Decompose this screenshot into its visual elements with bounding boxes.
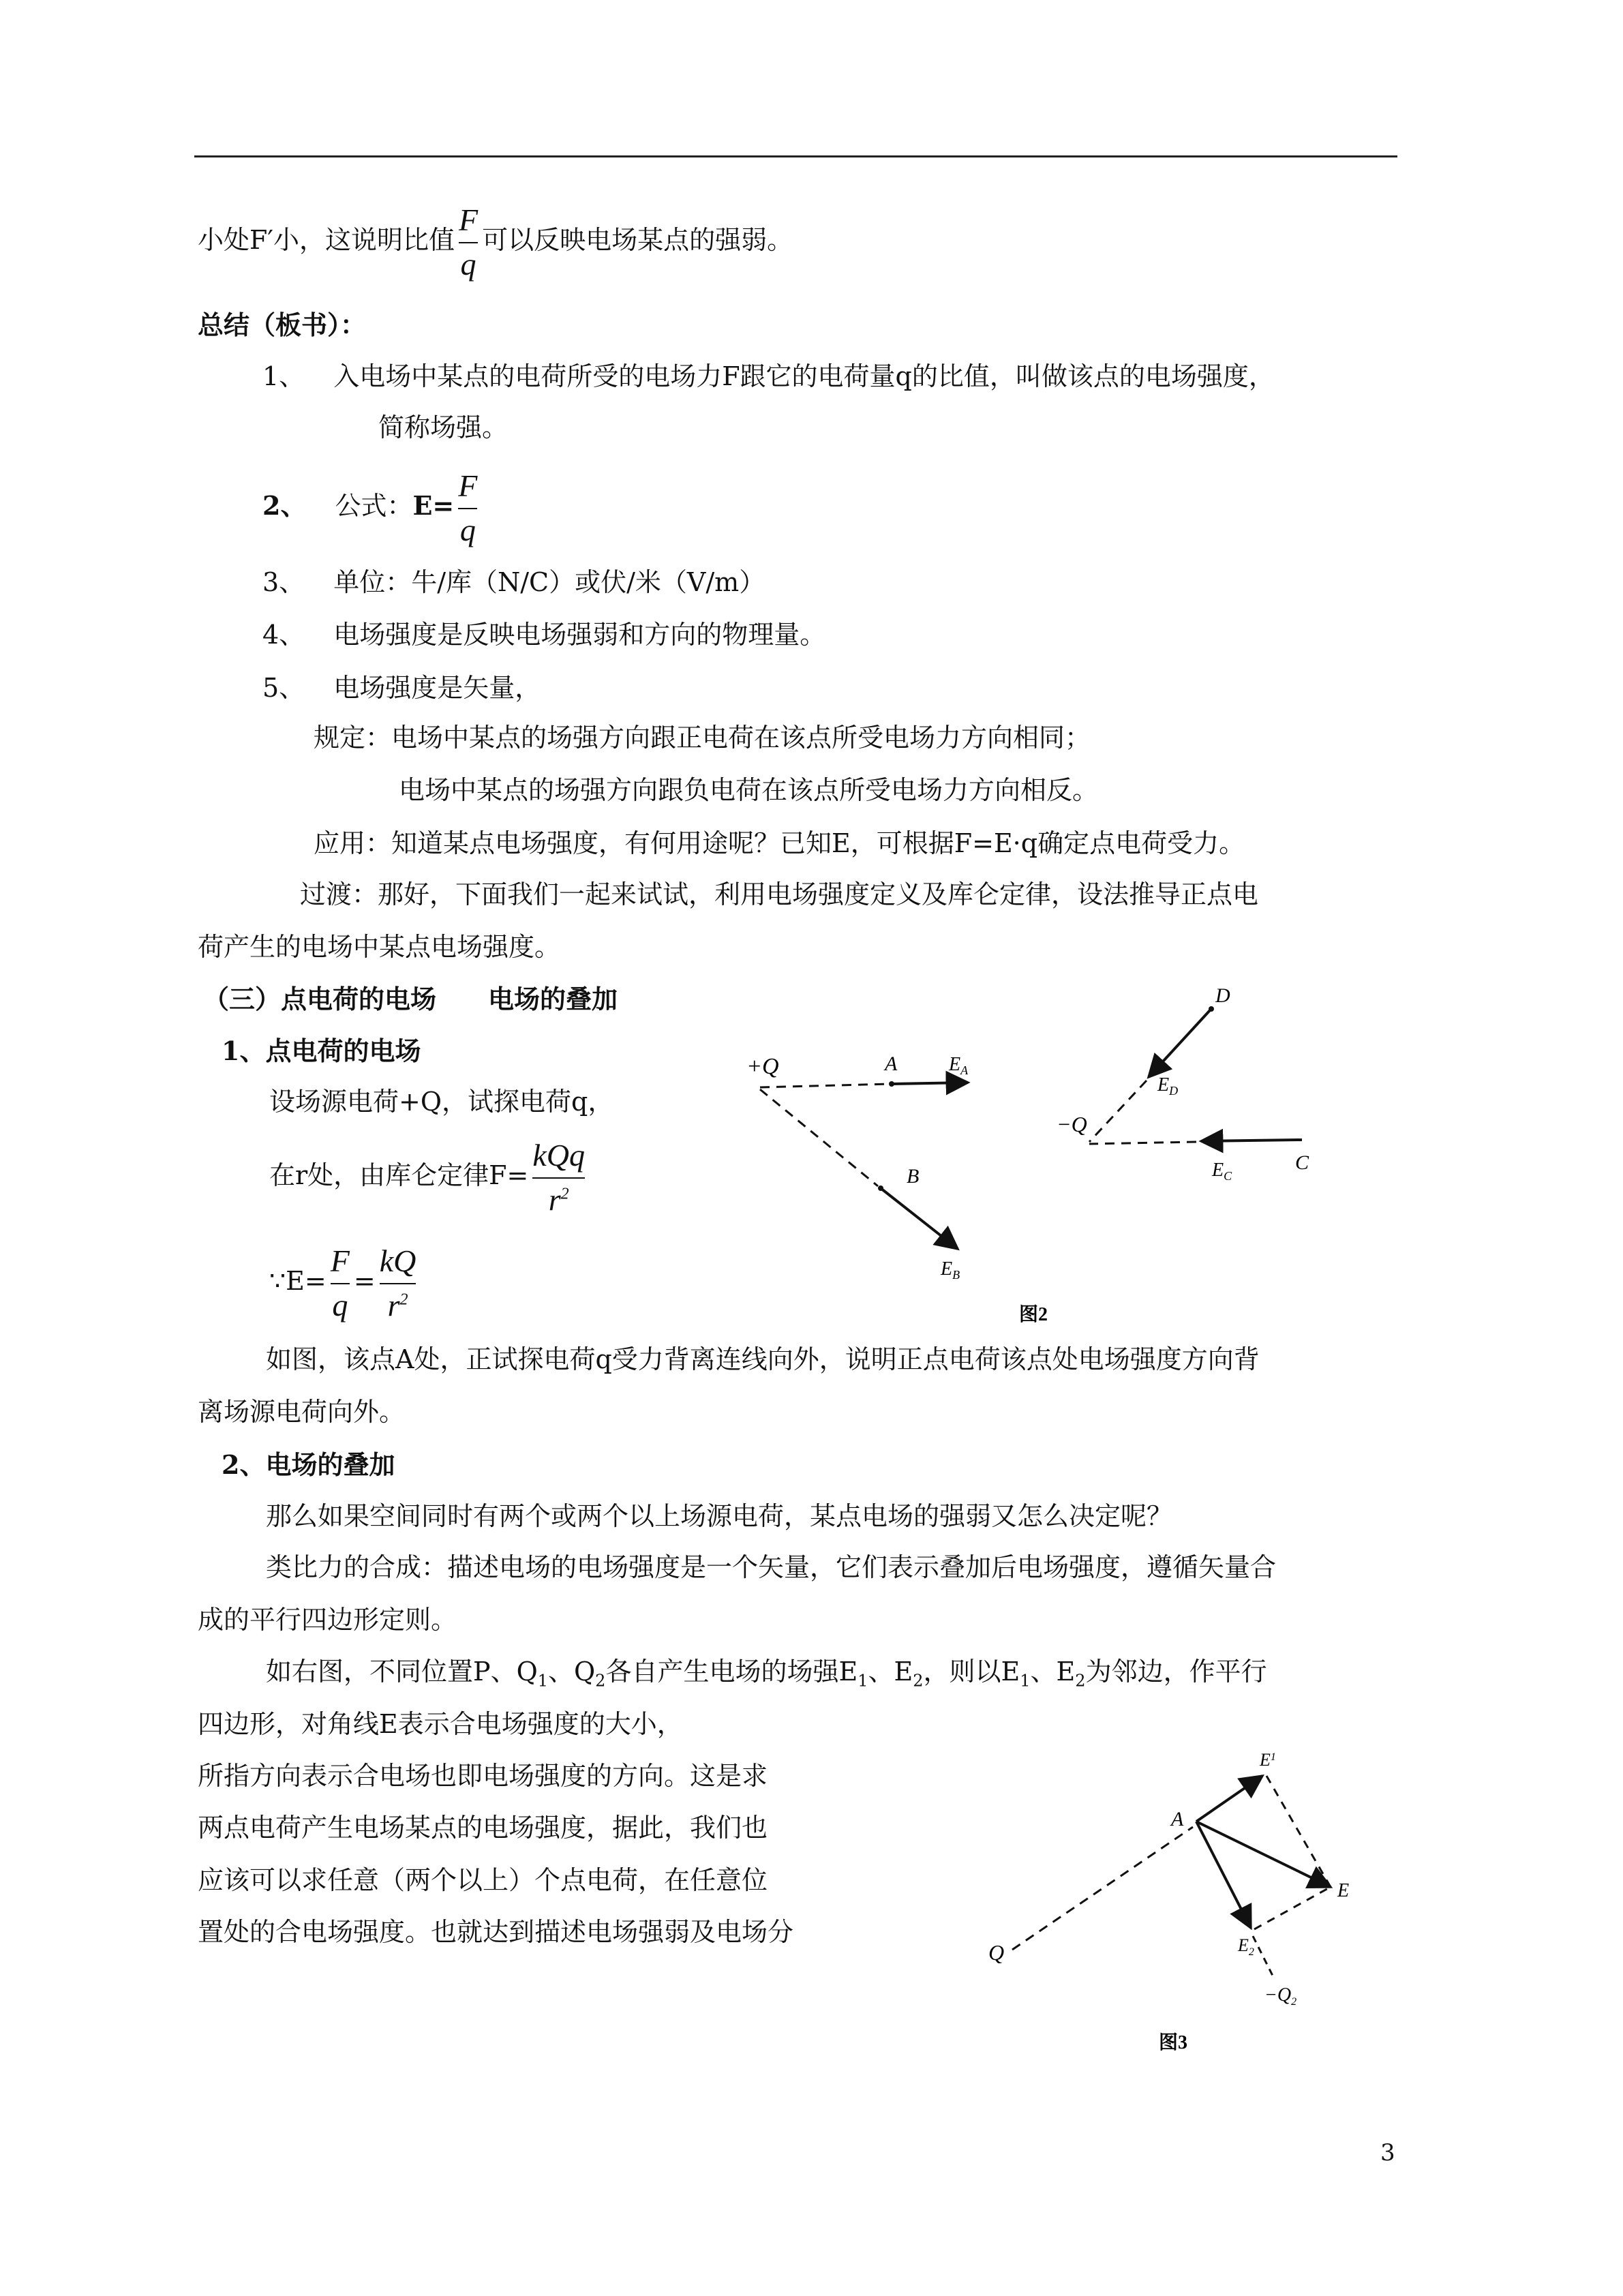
sub2-line-1: 那么如果空间同时有两个或两个以上场源电荷，某点电场的强弱又怎么决定呢？	[266, 1501, 1173, 1531]
label-ec: $E_C$	[1212, 1160, 1232, 1183]
vector-ed	[1149, 1010, 1210, 1077]
dashed-line-qb	[760, 1089, 878, 1186]
vector-eb	[881, 1188, 958, 1249]
dashed-line-qa	[760, 1084, 890, 1087]
figure-3	[968, 1745, 1391, 2066]
sub2-rest-3: 应该可以求任意（两个以上）个点电荷，在任意位	[198, 1865, 768, 1895]
label-ed: $E_D$	[1157, 1074, 1179, 1098]
subsection-1-title: 1、点电荷的电场	[222, 1036, 421, 1066]
dashed-a-q2	[1253, 1936, 1273, 1977]
label-eb: $E_B$	[941, 1258, 960, 1282]
application-line: 应用：知道某点电场强度，有何用途呢？已知E，可根据F=E·q确定点电荷受力。	[314, 828, 1245, 858]
intro-text-end: 可以反映电场某点的强弱。	[482, 225, 793, 256]
sub2-line-3: 成的平行四边形定则。	[198, 1605, 457, 1635]
sub2-rest-4: 置处的合电场强度。也就达到描述电场强弱及电场分	[198, 1917, 794, 1947]
coulomb-fraction: $\frac{\text{kQq}}{r^2}$	[532, 1138, 586, 1217]
label-c: C	[1295, 1151, 1309, 1174]
label-e: E	[1337, 1880, 1350, 1901]
subsection-2-title: 2、电场的叠加	[222, 1449, 395, 1480]
transition-line-1: 过渡：那好，下面我们一起来试试，利用电场强度定义及库仑定律，设法推导正点电	[300, 879, 1259, 909]
rule-line-1: 规定：电场中某点的场强方向跟正电荷在该点所受电场力方向相同；	[314, 723, 1091, 753]
sub2-rest-1: 所指方向表示合电场也即电场强度的方向。这是求	[198, 1761, 768, 1791]
dashed-parallel-2	[1254, 1887, 1331, 1929]
intro-line	[198, 203, 793, 282]
field-fraction-2: $\frac{kQ}{r^2}$	[379, 1243, 416, 1323]
label-a: A	[1171, 1808, 1184, 1830]
label-q: Q	[988, 1940, 1005, 1965]
label-e1: $E^1$	[1260, 1750, 1276, 1770]
vector-ea	[892, 1083, 968, 1084]
sub2-line-2: 类比力的合成：描述电场的电场强度是一个矢量，它们表示叠加后电场强度，遵循矢量合	[266, 1552, 1277, 1582]
ratio-fraction: $\frac{F}{q}$	[459, 202, 479, 282]
formula-fraction: $\frac{F}{q}$	[458, 468, 478, 547]
rule-line-2: 电场中某点的场强方向跟负电荷在该点所受电场力方向相反。	[399, 775, 1099, 805]
section-3-heading: （三）点电荷的电场 电场的叠加	[203, 984, 618, 1014]
summary-heading: 总结（板书）：	[198, 309, 367, 340]
header-rule	[194, 155, 1397, 157]
item-2: 2、 公式：E= $\frac{F}{q}$	[262, 468, 478, 547]
dashed-line-dq	[1089, 1081, 1147, 1142]
item-3: 3、 单位：牛/库（N/C）或伏/米（V/m）	[262, 567, 765, 597]
vector-e2	[1196, 1822, 1251, 1928]
label-d: D	[1215, 984, 1230, 1007]
page-number: 3	[1380, 2139, 1395, 2166]
label-a: A	[885, 1053, 898, 1075]
dashed-line-cq	[1089, 1142, 1196, 1144]
figure-paragraph-2: 离场源电荷向外。	[198, 1397, 406, 1427]
label-q2: $-Q_2$	[1264, 1984, 1297, 2008]
sub2-line-4: 如右图，不同位置P、$Q_1$、$Q_2$各自产生电场的场强$E_1$、$E_2$，则以$E_1$、$E_2$为邻边，作平行	[266, 1657, 1267, 1691]
vector-e	[1196, 1822, 1331, 1887]
item-1-cont: 简称场强。	[378, 412, 509, 442]
item-4: 4、 电场强度是反映电场强弱和方向的物理量。	[262, 620, 826, 650]
figure-paragraph-1: 如图，该点A处，正试探电荷q受力背离连线向外，说明正点电荷该点处电场强度方向背	[266, 1344, 1260, 1374]
label-ea: $E_A$	[949, 1054, 969, 1077]
intro-text: 小处F′小，这说明比值	[198, 225, 455, 256]
label-minus-q: −Q	[1057, 1112, 1087, 1136]
item-5: 5、 电场强度是矢量，	[262, 673, 541, 703]
sub2-line-5: 四边形，对角线E表示合电场强度的大小，	[198, 1709, 683, 1739]
transition-line-2: 荷产生的电场中某点电场强度。	[198, 932, 561, 962]
sub2-rest-2: 两点电荷产生电场某点的电场强度，据此，我们也	[198, 1813, 768, 1843]
field-fraction-1: $\frac{F}{q}$	[330, 1243, 350, 1323]
vector-e1	[1196, 1776, 1262, 1822]
label-plus-q: +Q	[746, 1054, 779, 1079]
sub1-line-1: 设场源电荷+Q，试探电荷q，	[269, 1087, 614, 1117]
sub1-line-2: 在r处，由库仑定律F= $\frac{\text{kQq}}{r^2}$	[269, 1138, 586, 1217]
item-1: 1、 入电场中某点的电荷所受的电场力F跟它的电荷量q的比值，叫做该点的电场强度，	[262, 361, 1275, 391]
label-b: B	[907, 1165, 920, 1188]
label-e2: $E_2$	[1238, 1935, 1254, 1958]
figure-2-caption: 图2	[1019, 1304, 1048, 1323]
point-d	[1209, 1006, 1214, 1012]
figure-3-caption: 图3	[1159, 2032, 1188, 2053]
figure-2	[716, 982, 1363, 1323]
sub1-line-3: ∵E= $\frac{F}{q}$ = $\frac{kQ}{r^2}$	[269, 1243, 416, 1323]
vector-ec	[1201, 1140, 1302, 1141]
dashed-line-q-a	[1012, 1827, 1193, 1950]
